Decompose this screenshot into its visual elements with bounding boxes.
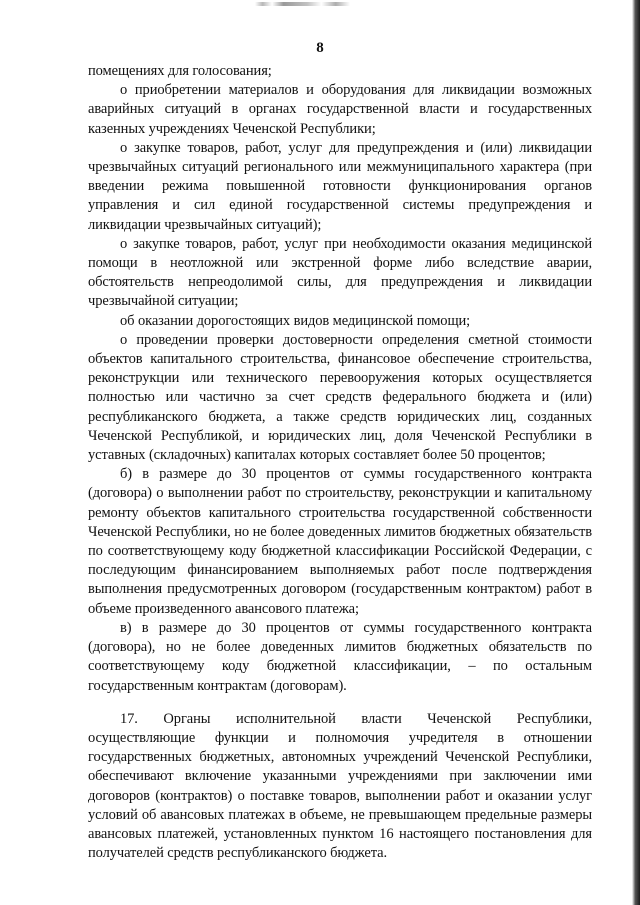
scan-artifact bbox=[255, 2, 350, 6]
paragraph-materials-equipment: о приобретении материалов и оборудования для ликвидации возможных аварийных ситуаций в органах государственной власти и государственных казенных учреждениях Чеченской Республики; bbox=[88, 82, 592, 137]
paragraph-expensive-medical-care: об оказании дорогостоящих видов медицинской помощи; bbox=[120, 312, 471, 329]
paragraph-clause-17: 17. Органы исполнительной власти Чеченской Республики, осуществляющие функции и полномочия учредителя в отношении государственных бюджетных, автономных учреждений Чеченской Республики, обеспечивают включение указанными учреждениями при заключении ими договоров (контрактов) о поставке товаров, выполнении работ и оказании услуг условий об авансовых платежах в объеме, не превышающем предельные размеры авансовых платежей, установленных пунктом 16 настоящего постановления для получателей средств республиканского бюджета. bbox=[88, 710, 592, 862]
paragraph-cost-verification: о проведении проверки достоверности определения сметной стоимости объектов капитального строительства, финансовое обеспечение строительства, реконструкции или технического перевооружения которых осуществляется полностью или частично за счет средств федерального бюджета и (или) республиканского бюджета, а также средств юридических лиц, созданных Чеченской Республикой, и юридических лиц, доля Чеченской Республики в уставных (складочных) капиталах которых составляет более 50 процентов; bbox=[88, 331, 592, 464]
paragraph-medical-purchases: о закупке товаров, работ, услуг при необходимости оказания медицинской помощи в неотложной или экстренной форме либо вследствие аварии, обстоятельств непреодолимой силы, для предупреждения и ликвидации чрезвычайной ситуации; bbox=[88, 235, 592, 310]
page-number: 8 bbox=[316, 40, 324, 56]
scan-edge-shadow bbox=[632, 0, 640, 905]
paragraph-item-v: в) в размере до 30 процентов от суммы государственного контракта (договора), но не более доведенных лимитов бюджетных обязательств по соответствующему коду бюджетной классификации, – по остальным государственным контрактам (договорам). bbox=[88, 619, 592, 694]
paragraph-item-b: б) в размере до 30 процентов от суммы государственного контракта (договора) о выполнении работ по строительству, реконструкции и капитальному ремонту объектов капитального строительства государственной собственности Чеченской Республики, но не более доведенных лимитов бюджетных обязательств по соответствующему коду бюджетной классификации Российской Федерации, с последующим финансированием выполняемых работ после подтверждения выполнения предусмотренных договором (государственным контрактом) работ в объеме произведенного авансового платежа; bbox=[88, 466, 592, 617]
paragraph-emergency-purchases: о закупке товаров, работ, услуг для предупреждения и (или) ликвидации чрезвычайных ситуаций регионального или межмуниципального характера (при введении режима повышенной готовности функционирования органов управления и сил единой государственной системы предупреждения и ликвидации чрезвычайных ситуаций); bbox=[88, 139, 592, 233]
paragraph-continuation: помещениях для голосования; bbox=[88, 63, 272, 79]
document-body bbox=[88, 62, 592, 863]
